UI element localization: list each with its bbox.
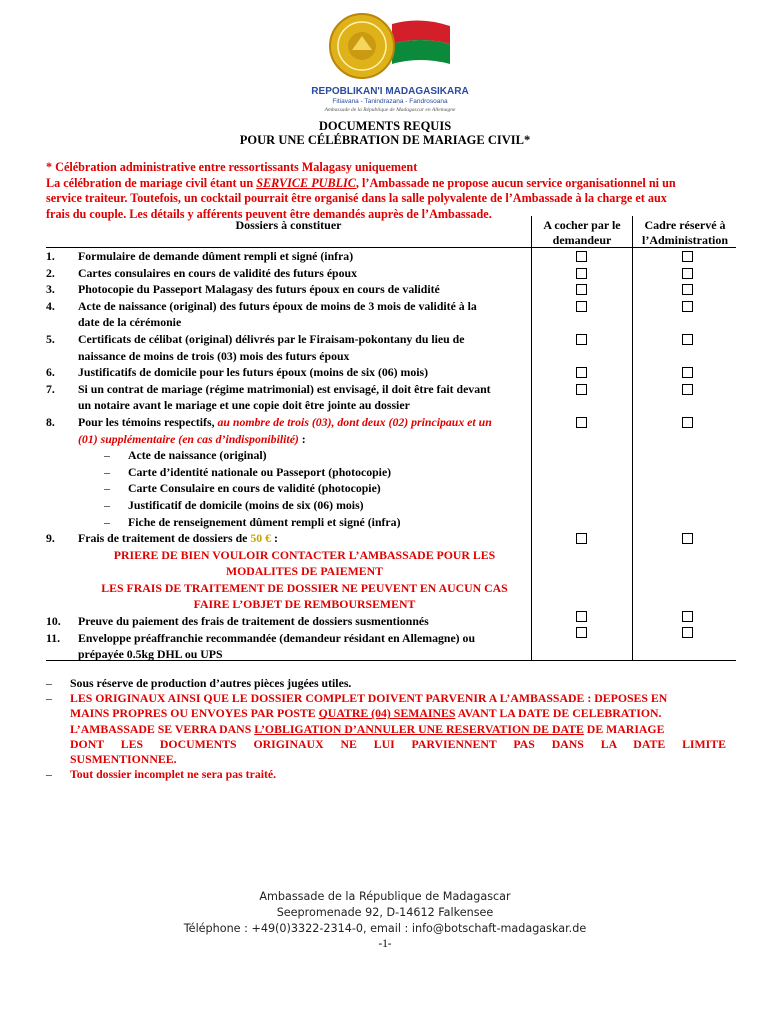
column-header-documents: Dossiers à constituer [235,218,342,232]
requirements-list [46,248,531,663]
admin-checkbox[interactable] [682,334,693,345]
applicant-checkbox[interactable] [576,284,587,295]
document-title: DOCUMENTS REQUIS [318,119,452,133]
witness-subitem: – Fiche de renseignement dûment rempli et signé (infra) [104,514,401,529]
witness-subitem: – Justificatif de domicile (moins de six (06) mois) [104,497,364,512]
admin-checkbox[interactable] [682,533,693,544]
list-item-witnesses: 8. Pour les témoins respectifs, au nombre de trois (03), dont deux (02) principaux et un (01) supplémentaire (en cas d’indisponibilité) : [46,414,492,446]
service-public-link: SERVICE PUBLIC [256,175,356,190]
logo-subtitle-text: Ambassade de la République de Madagascar en Allemagne [324,107,456,113]
admin-checkbox[interactable] [682,611,693,622]
admin-checkbox[interactable] [682,251,693,262]
note-item-warning: – Tout dossier incomplet ne sera pas traité. [46,767,277,782]
note-item-warning: – LES ORIGINAUX AINSI QUE LE DOSSIER COMPLET DOIVENT PARVENIR A L’AMBASSADE : DEPOSES EN MAINS PROPRES OU ENVOYES PAR POSTE QUATRE (04) SEMAINES AVANT LA DATE DE CELEBRATION. L’AMBASSADE SE VERRA DANS L’OBLIGATION D’ANNULER UNE RESERVATION DE DATE DE MARIAGE DONT LES DOCUMENTS ORIGINAUX NE LUI PARVIENNENT PAS DANS LA DATE LIMITE SUSMENTIONNEE. [46,691,726,767]
footer-contact: Téléphone : +49(0)3322-2314-0, email : info@botschaft-madagaskar.de [183,922,587,935]
list-item: 3. Photocopie du Passeport Malagasy des futurs époux en cours de validité [46,282,440,297]
intro-line: * Célébration administrative entre ressortissants Malagasy uniquement [46,160,418,174]
applicant-checkbox[interactable] [576,384,587,395]
list-item: 11. Enveloppe préaffranchie recommandée (demandeur résidant en Allemagne) ou prépayée 0.5kg DHL ou UPS [46,630,476,662]
fee-amount: 50 € [250,531,271,546]
table-column-divider [632,216,633,660]
admin-checkbox[interactable] [682,627,693,638]
admin-checkbox[interactable] [682,417,693,428]
admin-checkbox[interactable] [682,367,693,378]
column-header-admin: Cadre réservé à l’Administration [641,218,728,247]
witness-subitem: – Carte d’identité nationale ou Passeport (photocopie) [104,464,392,479]
applicant-checkbox[interactable] [576,268,587,279]
intro-paragraph [46,160,726,222]
page-number: -1- [378,938,392,950]
applicant-checkbox[interactable] [576,533,587,544]
list-item-fees: 9. Frais de traitement de dossiers de 50 € : [46,531,278,546]
intro-line: service traiteur. Toutefois, un cocktail pourrait être organisé dans la salle polyvalente de l’Ambassade à la charge et aux [46,191,667,205]
list-item: 4. Acte de naissance (original) des futurs époux de moins de 3 mois de validité à la date de la cérémonie [46,298,477,330]
footer-embassy: Ambassade de la République de Madagascar [259,890,511,903]
footer-address: Seepromenade 92, D-14612 Falkensee [276,906,494,919]
payment-warning: PRIERE DE BIEN VOULOIR CONTACTER L’AMBASSADE POUR LES MODALITES DE PAIEMENT LES FRAIS DE TRAITEMENT DE DOSSIER NE PEUVENT EN AUCUN CAS FAIRE L’OBJET DE REMBOURSEMENT [101,547,508,612]
admin-checkbox[interactable] [682,384,693,395]
list-item: 6. Justificatifs de domicile pour les futurs époux (moins de six (06) mois) [46,365,429,380]
admin-checkbox[interactable] [682,284,693,295]
admin-checkbox[interactable] [682,301,693,312]
intro-line: frais du couple. Les détails y afférents peuvent être demandés auprès de l’Ambassade. [46,206,492,221]
list-item: 7. Si un contrat de mariage (régime matrimonial) est envisagé, il doit être fait devant un notaire avant le mariage et une copie doit être jointe au dossier [46,381,491,413]
witness-subitem: – Carte Consulaire en cours de validité (photocopie) [104,481,381,496]
applicant-checkbox[interactable] [576,301,587,312]
witness-subitem: – Acte de naissance (original) [104,448,267,463]
logo-motto-text: Fitiavana - Tanindrazana - Fandrosoana [332,98,448,105]
notes-section [46,676,726,782]
table-column-divider [531,216,532,660]
applicant-checkbox[interactable] [576,627,587,638]
list-item: 2. Cartes consulaires en cours de validité des futurs époux [46,265,357,280]
embassy-logo [290,6,490,114]
list-item: 1. Formulaire de demande dûment rempli et signé (infra) [46,249,354,263]
admin-checkbox[interactable] [682,268,693,279]
applicant-checkbox[interactable] [576,251,587,262]
applicant-checkbox[interactable] [576,417,587,428]
applicant-checkbox[interactable] [576,367,587,378]
note-item: – Sous réserve de production d’autres pièces jugées utiles. [46,676,352,690]
applicant-checkbox[interactable] [576,334,587,345]
intro-line: La célébration de mariage civil étant un SERVICE PUBLIC, l’Ambassade ne propose aucun service organisationnel ni un [46,175,676,190]
list-item: 5. Certificats de célibat (original) délivrés par le Firaisam-pokontany du lieu de naissance de moins de trois (03) mois des futurs époux [46,331,465,363]
column-header-applicant: A cocher par le demandeur [543,218,621,247]
logo-title-text: REPOBLIKAN'I MADAGASIKARA [311,86,469,97]
document-subtitle: POUR UNE CÉLÉBRATION DE MARIAGE CIVIL* [239,133,531,147]
list-item: 10. Preuve du paiement des frais de traitement de dossiers susmentionnés [46,614,429,629]
applicant-checkbox[interactable] [576,611,587,622]
